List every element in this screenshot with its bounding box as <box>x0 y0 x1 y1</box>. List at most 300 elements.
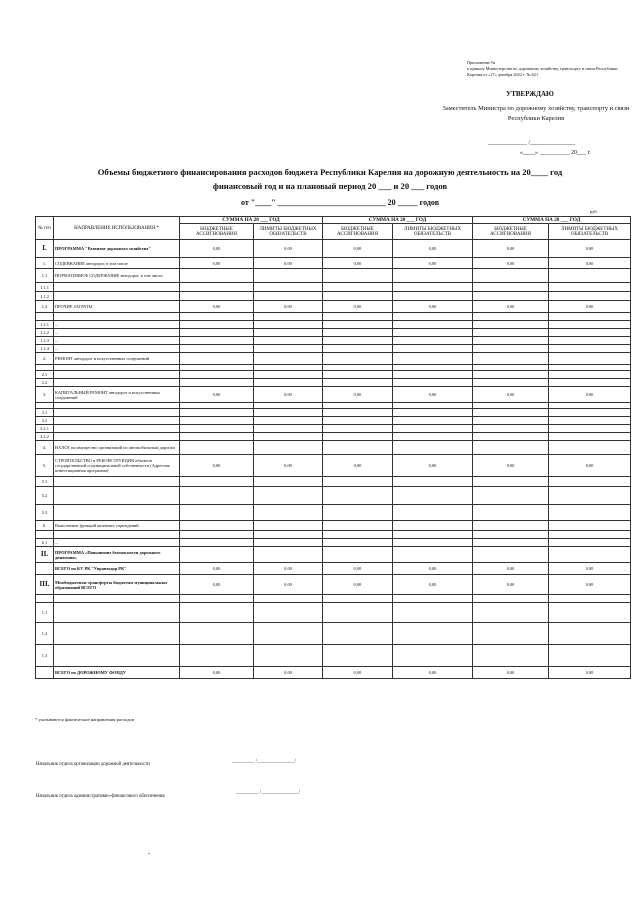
row-number: 5.1 <box>36 477 54 487</box>
value-cell <box>393 329 473 337</box>
table-body <box>36 240 631 679</box>
signature-line: _________ /_______________/ <box>236 790 301 795</box>
value-cell: 0,00 <box>180 301 254 313</box>
value-cell <box>180 595 254 603</box>
value-cell <box>393 409 473 417</box>
row-number: 1.1.1 <box>36 283 54 292</box>
value-cell <box>549 345 631 353</box>
value-cell: 0,00 <box>323 301 393 313</box>
value-cell: 0,00 <box>549 258 631 269</box>
value-cell <box>180 337 254 345</box>
row-number: 4. <box>36 441 54 455</box>
value-cell <box>254 379 323 387</box>
financing-table <box>35 216 631 679</box>
row-number: 5.2 <box>36 487 54 505</box>
value-cell <box>180 292 254 301</box>
value-cell <box>180 487 254 505</box>
value-cell <box>254 329 323 337</box>
value-cell: 0,00 <box>473 455 549 477</box>
value-cell <box>549 531 631 539</box>
value-cell <box>473 595 549 603</box>
table-row <box>36 292 631 301</box>
row-label: Выполнение функций казенных учреждений <box>54 521 180 531</box>
table-row <box>36 353 631 365</box>
value-cell <box>393 539 473 547</box>
approval-date-line: «____» __________ 20___ г. <box>520 150 591 156</box>
value-cell <box>473 371 549 379</box>
value-cell <box>323 487 393 505</box>
value-cell <box>549 371 631 379</box>
row-number: 2.1 <box>36 371 54 379</box>
value-cell <box>393 345 473 353</box>
value-cell <box>393 417 473 425</box>
value-cell <box>473 425 549 433</box>
approval-position: Заместитель Министра по дорожному хозяйству, транспорту и связи Республики Карелия <box>442 105 630 122</box>
value-cell <box>393 521 473 531</box>
table-row <box>36 379 631 387</box>
value-cell: 0,00 <box>254 455 323 477</box>
value-cell: 0,00 <box>549 387 631 403</box>
value-cell: 0,00 <box>323 575 393 595</box>
value-cell <box>254 505 323 521</box>
value-cell: 0,00 <box>473 387 549 403</box>
value-cell <box>393 603 473 623</box>
table-row <box>36 667 631 679</box>
value-cell <box>180 371 254 379</box>
value-cell <box>393 547 473 563</box>
row-label: ... <box>54 337 180 345</box>
row-label <box>54 487 180 505</box>
value-cell <box>393 292 473 301</box>
table-row <box>36 563 631 575</box>
row-number <box>36 595 54 603</box>
scan-speck <box>148 853 150 854</box>
value-cell: 0,00 <box>254 575 323 595</box>
value-cell: 0,00 <box>254 387 323 403</box>
value-cell: 0,00 <box>549 575 631 595</box>
table-row <box>36 441 631 455</box>
row-label: ВСЕГО по КУ РК "Управтодор РК" <box>54 563 180 575</box>
value-cell <box>393 505 473 521</box>
row-number: 1.1 <box>36 269 54 283</box>
value-cell: 0,00 <box>254 301 323 313</box>
value-cell: 0,00 <box>393 455 473 477</box>
value-cell <box>549 433 631 441</box>
row-label <box>54 371 180 379</box>
approval-title: УТВЕРЖДАЮ <box>506 90 554 98</box>
value-cell: 0,00 <box>473 667 549 679</box>
value-cell <box>549 547 631 563</box>
row-label: ВСЕГО по ДОРОЖНОМУ ФОНДУ <box>54 667 180 679</box>
value-cell <box>473 645 549 667</box>
row-number: I. <box>36 240 54 258</box>
value-cell: 0,00 <box>549 667 631 679</box>
value-cell <box>473 345 549 353</box>
value-cell <box>393 313 473 321</box>
value-cell <box>180 425 254 433</box>
row-number: II. <box>36 547 54 563</box>
value-cell <box>323 547 393 563</box>
header-sub-limits: ЛИМИТЫ БЮДЖЕТНЫХ ОБЯЗАТЕЛЬСТВ <box>549 224 631 240</box>
value-cell <box>180 321 254 329</box>
row-number: 2.2 <box>36 379 54 387</box>
row-label <box>54 645 180 667</box>
value-cell <box>323 321 393 329</box>
row-number: 3.2.2 <box>36 433 54 441</box>
table-row <box>36 623 631 645</box>
value-cell: 0,00 <box>393 387 473 403</box>
value-cell <box>323 425 393 433</box>
row-label <box>54 595 180 603</box>
value-cell <box>323 379 393 387</box>
value-cell: 0,00 <box>180 258 254 269</box>
value-cell <box>473 353 549 365</box>
value-cell <box>393 283 473 292</box>
row-label: ... <box>54 321 180 329</box>
value-cell <box>254 477 323 487</box>
table-row <box>36 329 631 337</box>
value-cell <box>254 353 323 365</box>
row-label <box>54 505 180 521</box>
value-cell <box>549 595 631 603</box>
value-cell <box>393 425 473 433</box>
value-cell <box>323 353 393 365</box>
value-cell: 0,00 <box>323 240 393 258</box>
footnote: * указываются фактические направления расходов <box>35 717 135 722</box>
value-cell <box>549 487 631 505</box>
value-cell <box>549 269 631 283</box>
value-cell <box>180 353 254 365</box>
value-cell <box>180 379 254 387</box>
table-row <box>36 258 631 269</box>
value-cell <box>393 595 473 603</box>
value-cell <box>254 623 323 645</box>
row-label: НАЛОГ на имущество организаций по автомобильным дорогам <box>54 441 180 455</box>
header-group-3: СУММА НА 20 ___ ГОД <box>473 217 631 224</box>
header-group-2: СУММА НА 20 ___ ГОД <box>323 217 473 224</box>
row-number: 1.1 <box>36 603 54 623</box>
row-label: ПРОГРАММА «Повышение безопасности дорожного движения» <box>54 547 180 563</box>
value-cell <box>549 539 631 547</box>
value-cell <box>393 645 473 667</box>
row-number: 1.2.1 <box>36 321 54 329</box>
value-cell: 0,00 <box>180 667 254 679</box>
row-label: ... <box>54 329 180 337</box>
value-cell: 0,00 <box>473 575 549 595</box>
table-row <box>36 337 631 345</box>
value-cell <box>549 417 631 425</box>
value-cell <box>254 603 323 623</box>
value-cell <box>323 283 393 292</box>
value-cell: 0,00 <box>323 563 393 575</box>
value-cell: 0,00 <box>180 563 254 575</box>
value-cell <box>393 379 473 387</box>
row-number: 5. <box>36 455 54 477</box>
row-label: ... <box>54 345 180 353</box>
table-row <box>36 547 631 563</box>
table-row <box>36 595 631 603</box>
row-label <box>54 623 180 645</box>
value-cell <box>180 433 254 441</box>
value-cell <box>254 433 323 441</box>
value-cell <box>254 313 323 321</box>
value-cell <box>323 595 393 603</box>
signature-title: Начальник отдела административно-финансового обеспечения <box>36 794 165 799</box>
row-number: 1.2.3 <box>36 337 54 345</box>
table-row <box>36 345 631 353</box>
value-cell <box>323 531 393 539</box>
value-cell <box>549 623 631 645</box>
row-number: 1.1.2 <box>36 292 54 301</box>
table-row <box>36 283 631 292</box>
value-cell <box>473 521 549 531</box>
row-label: ПРОГРАММА "Развитие дорожного хозяйства" <box>54 240 180 258</box>
value-cell: 0,00 <box>393 667 473 679</box>
value-cell <box>549 603 631 623</box>
table-row <box>36 371 631 379</box>
appendix-note: Приложение № к приказу Министерства по дорожному хозяйству, транспорту и связи Республики Карелия от «27» декабря 2022 г. № 621 <box>467 60 618 77</box>
value-cell <box>473 477 549 487</box>
value-cell: 0,00 <box>549 301 631 313</box>
value-cell <box>323 539 393 547</box>
value-cell <box>393 433 473 441</box>
value-cell <box>473 417 549 425</box>
table-row <box>36 539 631 547</box>
table-row <box>36 575 631 595</box>
value-cell <box>549 379 631 387</box>
table-row <box>36 301 631 313</box>
value-cell <box>180 345 254 353</box>
value-cell <box>323 645 393 667</box>
row-label <box>54 283 180 292</box>
value-cell: 0,00 <box>393 575 473 595</box>
value-cell <box>323 409 393 417</box>
value-cell: 0,00 <box>180 455 254 477</box>
table-row <box>36 521 631 531</box>
row-number: 1. <box>36 258 54 269</box>
value-cell <box>473 531 549 539</box>
value-cell <box>180 477 254 487</box>
value-cell <box>549 283 631 292</box>
row-number: 3.2.1 <box>36 425 54 433</box>
value-cell <box>254 283 323 292</box>
table-row <box>36 313 631 321</box>
value-cell <box>254 345 323 353</box>
value-cell <box>180 505 254 521</box>
value-cell <box>393 371 473 379</box>
value-cell <box>323 521 393 531</box>
value-cell <box>473 409 549 417</box>
row-label: ПРОЧИЕ ЗАТРАТЫ <box>54 301 180 313</box>
row-number: 1.2.2 <box>36 329 54 337</box>
value-cell <box>323 433 393 441</box>
value-cell <box>180 603 254 623</box>
approval-signature-line: _____________ /_______________ <box>488 140 576 146</box>
value-cell <box>473 441 549 455</box>
row-number: 1.2.4 <box>36 345 54 353</box>
row-label: СТРОИТЕЛЬСТВО и РЕКОНСТРУКЦИЯ объектов государственной и муниципальной собственности (Адресная инвестиционная программа) <box>54 455 180 477</box>
value-cell <box>254 371 323 379</box>
value-cell <box>254 487 323 505</box>
table-row <box>36 269 631 283</box>
table-row <box>36 531 631 539</box>
value-cell: 0,00 <box>254 240 323 258</box>
value-cell <box>254 539 323 547</box>
value-cell <box>473 603 549 623</box>
value-cell: 0,00 <box>323 258 393 269</box>
row-label: РЕМОНТ автодорог и искусственных сооружений <box>54 353 180 365</box>
value-cell <box>473 292 549 301</box>
value-cell <box>393 487 473 505</box>
value-cell <box>473 337 549 345</box>
value-cell <box>549 292 631 301</box>
value-cell <box>323 441 393 455</box>
value-cell <box>549 337 631 345</box>
value-cell <box>180 441 254 455</box>
value-cell <box>254 321 323 329</box>
value-cell <box>180 329 254 337</box>
value-cell <box>180 539 254 547</box>
value-cell <box>323 417 393 425</box>
row-number: 6.1 <box>36 539 54 547</box>
row-label: Межбюджетные трансферты бюджетам муниципальных образований ВСЕГО <box>54 575 180 595</box>
value-cell <box>549 505 631 521</box>
row-number: 3.2 <box>36 417 54 425</box>
row-label: НОРМАТИВНОЕ СОДЕРЖАНИЕ автодорог, в том числе: <box>54 269 180 283</box>
signature-line: _________ /_______________/ <box>232 759 297 764</box>
table-row <box>36 505 631 521</box>
table-row <box>36 477 631 487</box>
value-cell: 0,00 <box>549 563 631 575</box>
value-cell <box>323 603 393 623</box>
value-cell <box>323 623 393 645</box>
value-cell <box>323 505 393 521</box>
value-cell <box>473 433 549 441</box>
value-cell: 0,00 <box>473 563 549 575</box>
value-cell: 0,00 <box>393 240 473 258</box>
row-label <box>54 425 180 433</box>
value-cell <box>473 547 549 563</box>
table-row <box>36 455 631 477</box>
value-cell: 0,00 <box>254 258 323 269</box>
value-cell: 0,00 <box>323 387 393 403</box>
value-cell <box>549 645 631 667</box>
value-cell <box>473 505 549 521</box>
value-cell <box>323 292 393 301</box>
value-cell: 0,00 <box>180 240 254 258</box>
value-cell: 0,00 <box>549 240 631 258</box>
row-number: 3.1 <box>36 409 54 417</box>
value-cell <box>549 441 631 455</box>
value-cell <box>393 623 473 645</box>
row-number <box>36 667 54 679</box>
value-cell: 0,00 <box>180 575 254 595</box>
header-group-1: СУММА НА 20 ___ ГОД <box>180 217 323 224</box>
row-number: 1.3 <box>36 645 54 667</box>
header-sub-assignments: БЮДЖЕТНЫЕ АССИГНОВАНИЯ <box>180 224 254 240</box>
value-cell <box>180 269 254 283</box>
value-cell: 0,00 <box>323 455 393 477</box>
value-cell <box>254 269 323 283</box>
signature-title: Начальник отдела организации дорожной деятельности <box>36 762 150 767</box>
value-cell <box>180 645 254 667</box>
value-cell <box>180 283 254 292</box>
value-cell <box>549 521 631 531</box>
row-number: 1.2 <box>36 623 54 645</box>
value-cell <box>323 345 393 353</box>
row-label <box>54 292 180 301</box>
value-cell <box>254 292 323 301</box>
value-cell <box>180 313 254 321</box>
row-label <box>54 603 180 623</box>
value-cell <box>393 531 473 539</box>
value-cell <box>549 329 631 337</box>
value-cell <box>180 531 254 539</box>
value-cell: 0,00 <box>323 667 393 679</box>
value-cell <box>180 417 254 425</box>
row-number: 6. <box>36 521 54 531</box>
value-cell <box>549 321 631 329</box>
table-row <box>36 645 631 667</box>
value-cell <box>473 329 549 337</box>
value-cell <box>254 441 323 455</box>
row-label <box>54 409 180 417</box>
value-cell <box>323 477 393 487</box>
value-cell <box>549 409 631 417</box>
row-label <box>54 379 180 387</box>
value-cell: 0,00 <box>254 667 323 679</box>
value-cell <box>549 477 631 487</box>
value-cell <box>323 337 393 345</box>
value-cell <box>393 337 473 345</box>
value-cell <box>473 487 549 505</box>
document-date-line: от "____" ___________________________ 20 _____ годов <box>240 198 440 207</box>
table-row <box>36 387 631 403</box>
row-label <box>54 313 180 321</box>
table-row <box>36 409 631 417</box>
value-cell <box>473 313 549 321</box>
table-row <box>36 321 631 329</box>
table-row <box>36 433 631 441</box>
value-cell <box>549 425 631 433</box>
row-label <box>54 433 180 441</box>
value-cell: 0,00 <box>393 258 473 269</box>
value-cell <box>254 547 323 563</box>
value-cell <box>254 409 323 417</box>
row-label: СОДЕРЖАНИЕ автодорог, в том числе <box>54 258 180 269</box>
row-number: 5.3 <box>36 505 54 521</box>
value-cell <box>473 379 549 387</box>
value-cell: 0,00 <box>473 301 549 313</box>
value-cell <box>473 269 549 283</box>
value-cell: 0,00 <box>549 455 631 477</box>
value-cell <box>393 477 473 487</box>
unit-label: руб. <box>590 209 598 214</box>
value-cell: 0,00 <box>393 301 473 313</box>
row-number: 3. <box>36 387 54 403</box>
value-cell: 0,00 <box>393 563 473 575</box>
header-sub-assignments: БЮДЖЕТНЫЕ АССИГНОВАНИЯ <box>473 224 549 240</box>
value-cell <box>180 409 254 417</box>
table-row <box>36 417 631 425</box>
value-cell <box>473 623 549 645</box>
value-cell <box>254 521 323 531</box>
row-number <box>36 563 54 575</box>
row-number: 1.2 <box>36 301 54 313</box>
table-row <box>36 603 631 623</box>
row-number <box>36 531 54 539</box>
value-cell <box>180 623 254 645</box>
